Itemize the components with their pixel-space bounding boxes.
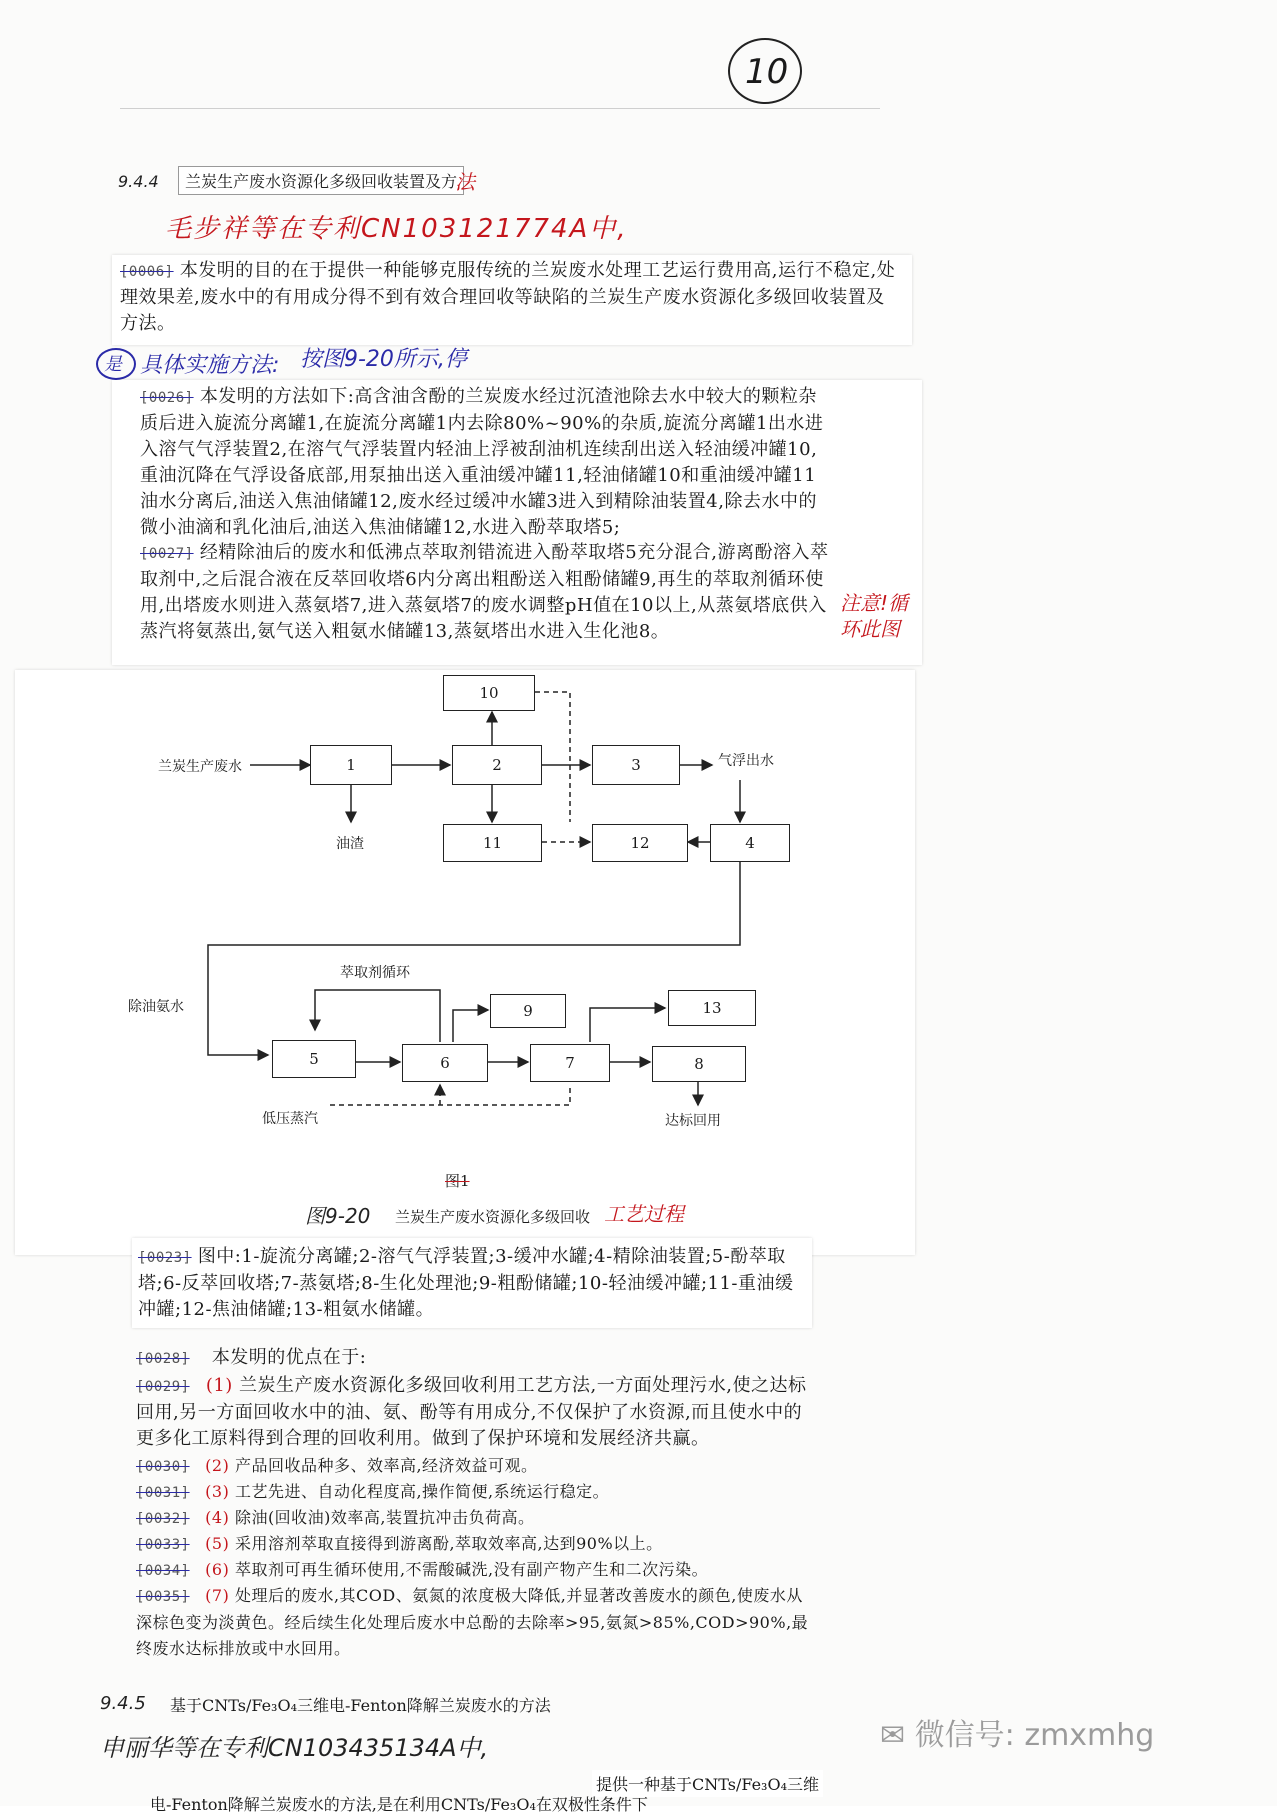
advantage-item-1	[136, 1373, 816, 1452]
item-number: (5)	[205, 1534, 230, 1553]
paragraph-text: 本发明的目的在于提供一种能够克服传统的兰炭废水处理工艺运行费用高,运行不稳定,处理效果差,废水中的有用成分得不到有效合理回收等缺陷的兰炭生产废水资源化多级回收装置及方法。	[120, 260, 896, 334]
section-title-hand-suffix: 法	[455, 170, 475, 194]
section2-snippet-2: 电-Fenton降解兰炭废水的方法,是在利用CNTs/Fe₃O₄在双极性条件下	[150, 1795, 648, 1814]
figure-caption-hand: 图9-20	[305, 1204, 371, 1228]
item-number: (1)	[205, 1375, 233, 1396]
unit-box-3: 3	[592, 745, 680, 785]
item-number: (3)	[205, 1482, 230, 1501]
advantages-intro	[136, 1345, 836, 1372]
paragraph-text: 除油(回收油)效率高,装置抗冲击负荷高。	[234, 1508, 535, 1527]
advantage-item-6	[136, 1557, 816, 1584]
unit-box-9: 9	[490, 994, 566, 1028]
section2-snippet-1: 提供一种基于CNTs/Fe₃O₄三维	[592, 1770, 823, 1797]
unit-box-11: 11	[443, 824, 542, 862]
section2-title: 基于CNTs/Fe₃O₄三维电-Fenton降解兰炭废水的方法	[170, 1696, 551, 1715]
label-extract-cycle: 萃取剂循环	[340, 965, 410, 981]
paragraph-text: 萃取剂可再生循环使用,不需酸碱洗,没有副产物产生和二次污染。	[234, 1560, 709, 1579]
unit-box-8: 8	[652, 1046, 746, 1082]
hand-circle-mark-text: 是	[104, 354, 122, 375]
advantage-item-4	[136, 1505, 816, 1532]
unit-box-1: 1	[310, 745, 392, 785]
label-deoiled: 除油氨水	[128, 999, 184, 1015]
paragraph-text: 工艺先进、自动化程度高,操作简便,系统运行稳定。	[234, 1482, 610, 1501]
paragraph-tag: [0033]	[136, 1537, 190, 1553]
unit-box-7: 7	[530, 1044, 610, 1082]
advantage-item-5	[136, 1531, 816, 1558]
paragraph-0023	[138, 1244, 808, 1323]
unit-box-5: 5	[272, 1040, 356, 1078]
label-reuse: 达标回用	[665, 1113, 721, 1129]
section-number: 9.4.4	[118, 172, 159, 191]
paragraph-tag: [0006]	[120, 264, 174, 280]
figure-caption-hand-suffix: 工艺过程	[604, 1202, 684, 1226]
unit-box-2: 2	[452, 745, 542, 785]
paragraph-text: 采用溶剂萃取直接得到游离酚,萃取效率高,达到90%以上。	[234, 1534, 663, 1553]
handwritten-note-patent: 毛步祥等在专利CN103121774A中,	[165, 214, 628, 244]
unit-box-13: 13	[668, 990, 756, 1026]
unit-box-12: 12	[592, 824, 688, 862]
paragraph-tag: [0027]	[140, 546, 194, 562]
paragraph-tag: [0029]	[136, 1379, 190, 1395]
paragraph-tag: [0032]	[136, 1511, 190, 1527]
section2-number: 9.4.5	[100, 1693, 146, 1714]
wechat-icon: ✉	[880, 1718, 906, 1753]
paragraph-tag: [0030]	[136, 1459, 190, 1475]
wechat-watermark	[880, 1710, 1154, 1754]
advantage-item-7	[136, 1583, 816, 1662]
handwritten-note-method: 具体实施方法:	[140, 353, 280, 378]
paragraph-text: 本发明的方法如下:高含油含酚的兰炭废水经过沉渣池除去水中较大的颗粒杂质后进入旋流分离罐1,在旋流分离罐1内去除80%~90%的杂质,旋流分离罐1出水进入溶气气浮装置2,在溶气气浮装置内轻油上浮被刮油机连续刮出送入轻油缓冲罐10,重油沉降在气浮设备底部,用泵抽出送入重油缓冲罐11,轻油储罐10和重油缓冲罐11油水分离后,油送入焦油储罐12,废水经过缓冲水罐3进入到精除油装置4,除去水中的微小油滴和乳化油后,油送入焦油储罐12,水进入酚萃取塔5;	[140, 386, 824, 538]
section-title: 兰炭生产废水资源化多级回收装置及方	[185, 172, 458, 191]
figure-printed-number: 图1	[445, 1172, 470, 1190]
item-number: (2)	[205, 1456, 230, 1475]
paragraph-tag: [0028]	[136, 1351, 190, 1367]
watermark-text: 微信号: zmxmhg	[914, 1718, 1155, 1753]
label-steam: 低压蒸汽	[262, 1111, 318, 1127]
unit-box-6: 6	[402, 1044, 488, 1082]
paragraph-tag: [0031]	[136, 1485, 190, 1501]
paragraph-text: 本发明的优点在于:	[211, 1347, 367, 1368]
paragraph-tag: [0034]	[136, 1563, 190, 1579]
figure-caption-text: 兰炭生产废水资源化多级回收	[395, 1208, 591, 1226]
unit-box-4: 4	[710, 824, 790, 862]
advantage-item-3	[136, 1479, 816, 1506]
paragraph-tag: [0026]	[140, 390, 194, 406]
unit-box-10: 10	[443, 675, 535, 711]
paragraph-text: 经精除油后的废水和低沸点萃取剂错流进入酚萃取塔5充分混合,游离酚溶入萃取剂中,之后混合液在反萃回收塔6内分离出粗酚送入粗酚储罐9,再生的萃取剂循环使用,出塔废水则进入蒸氨塔7,进入蒸氨塔7的废水调整pH值在10以上,从蒸氨塔底供入蒸汽将氨蒸出,氨气送入粗氨水储罐13,蒸氨塔出水进入生化池8。	[140, 542, 829, 642]
paragraph-text: 处理后的废水,其COD、氨氮的浓度极大降低,并显著改善废水的颜色,使废水从深棕色变为淡黄色。经后续生化处理后废水中总酚的去除率>95,氨氮>85%,COD>90%,最终废水达标排放或中水回用。	[136, 1586, 809, 1658]
paragraph-tag: [0035]	[136, 1589, 190, 1605]
side-note: 注意!循环此图	[840, 591, 909, 641]
handwritten-note-patent-2: 申丽华等在专利CN103435134A中,	[100, 1734, 489, 1762]
item-number: (7)	[205, 1586, 230, 1605]
paragraph-text: 兰炭生产废水资源化多级回收利用工艺方法,一方面处理污水,使之达标回用,另一方面回收水中的油、氨、酚等有用成分,不仅保护了水资源,而且使水中的更多化工原料得到合理的回收利用。做到了保护环境和发展经济共赢。	[136, 1375, 807, 1449]
handwritten-note-method-b: 按图9-20所示,停	[300, 347, 467, 372]
label-oil-residue: 油渣	[336, 836, 364, 852]
label-input: 兰炭生产废水	[158, 759, 242, 775]
paragraph-tag: [0023]	[138, 1250, 192, 1266]
label-float-out: 气浮出水	[718, 753, 774, 769]
advantage-item-2	[136, 1453, 816, 1480]
paragraph-text: 产品回收品种多、效率高,经济效益可观。	[234, 1456, 538, 1475]
page-number: 10	[745, 52, 789, 92]
item-number: (4)	[205, 1508, 230, 1527]
paragraph-text: 图中:1-旋流分离罐;2-溶气气浮装置;3-缓冲水罐;4-精除油装置;5-酚萃取塔;6-反萃回收塔;7-蒸氨塔;8-生化处理池;9-粗酚储罐;10-轻油缓冲罐;11-重油缓冲罐;12-焦油储罐;13-粗氨水储罐。	[138, 1246, 794, 1320]
item-number: (6)	[205, 1560, 230, 1579]
